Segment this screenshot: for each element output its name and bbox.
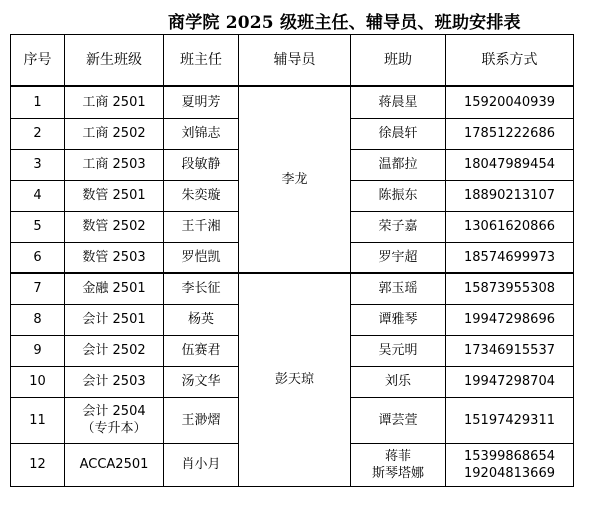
row-number: 10	[11, 366, 65, 397]
assignment-table	[10, 34, 574, 487]
head-teacher: 李长征	[164, 273, 239, 304]
class-name: 数管 2502	[65, 211, 164, 242]
phone-number-line: 19204813669	[464, 465, 555, 481]
phone-number: 17346915537	[446, 335, 574, 366]
class-assistant: 谭雅琴	[351, 304, 446, 335]
phone-number-line: 15399868654	[464, 448, 555, 464]
class-assistant: 徐晨轩	[351, 118, 446, 149]
counselor-cell: 李龙	[239, 86, 351, 273]
phone-number: 15197429311	[446, 397, 574, 443]
row-number: 4	[11, 180, 65, 211]
row-number: 3	[11, 149, 65, 180]
class-assistant: 刘乐	[351, 366, 446, 397]
class-name: ACCA2501	[65, 443, 164, 486]
head-teacher: 王千湘	[164, 211, 239, 242]
phone-number: 19947298704	[446, 366, 574, 397]
table-row	[11, 86, 574, 118]
class-assistant: 罗宇超	[351, 242, 446, 273]
row-number: 11	[11, 397, 65, 443]
class-assistant-line: 蒋菲	[384, 448, 411, 464]
head-teacher: 段敏静	[164, 149, 239, 180]
header-class-assistant: 班助	[351, 35, 446, 87]
class-name-note: （专升本）	[81, 421, 147, 436]
class-assistant: 郭玉瑶	[351, 273, 446, 304]
row-number: 2	[11, 118, 65, 149]
phone-number	[446, 443, 574, 486]
class-name: 会计 2501	[65, 304, 164, 335]
header-head-teacher: 班主任	[164, 35, 239, 87]
head-teacher: 肖小月	[164, 443, 239, 486]
row-number: 12	[11, 443, 65, 486]
header-number: 序号	[11, 35, 65, 87]
class-name: 会计 2503	[65, 366, 164, 397]
class-assistant: 吴元明	[351, 335, 446, 366]
class-name: 工商 2501	[65, 86, 164, 118]
phone-number: 17851222686	[446, 118, 574, 149]
head-teacher: 伍赛君	[164, 335, 239, 366]
class-name: 工商 2503	[65, 149, 164, 180]
header-row	[11, 35, 574, 87]
head-teacher: 汤文华	[164, 366, 239, 397]
class-name: 金融 2501	[65, 273, 164, 304]
class-assistant: 荣子嘉	[351, 211, 446, 242]
row-number: 5	[11, 211, 65, 242]
phone-number: 19947298696	[446, 304, 574, 335]
class-assistant: 陈振东	[351, 180, 446, 211]
head-teacher: 刘锦志	[164, 118, 239, 149]
phone-number: 18890213107	[446, 180, 574, 211]
class-name: 数管 2501	[65, 180, 164, 211]
row-number: 8	[11, 304, 65, 335]
class-assistant: 谭芸萱	[351, 397, 446, 443]
class-name: 会计 2502	[65, 335, 164, 366]
class-assistant-line: 斯琴塔娜	[371, 465, 424, 481]
phone-number: 18574699973	[446, 242, 574, 273]
head-teacher: 王渺熠	[164, 397, 239, 443]
class-name: 工商 2502	[65, 118, 164, 149]
phone-number: 13061620866	[446, 211, 574, 242]
class-name-line: 会计 2504	[82, 404, 146, 419]
class-name: 数管 2503	[65, 242, 164, 273]
head-teacher: 杨英	[164, 304, 239, 335]
phone-number: 15873955308	[446, 273, 574, 304]
document-title: 商学院 2025 级班主任、辅导员、班助安排表	[168, 13, 521, 33]
head-teacher: 朱奕璇	[164, 180, 239, 211]
class-assistant: 温都拉	[351, 149, 446, 180]
class-name	[65, 397, 164, 443]
phone-number: 15920040939	[446, 86, 574, 118]
table-row	[11, 273, 574, 304]
row-number: 7	[11, 273, 65, 304]
counselor-cell: 彭天琼	[239, 273, 351, 486]
class-assistant	[351, 443, 446, 486]
header-class: 新生班级	[65, 35, 164, 87]
header-contact: 联系方式	[446, 35, 574, 87]
class-assistant: 蒋晨星	[351, 86, 446, 118]
head-teacher: 夏明芳	[164, 86, 239, 118]
row-number: 6	[11, 242, 65, 273]
phone-number: 18047989454	[446, 149, 574, 180]
header-counselor: 辅导员	[239, 35, 351, 87]
row-number: 9	[11, 335, 65, 366]
row-number: 1	[11, 86, 65, 118]
head-teacher: 罗恺凯	[164, 242, 239, 273]
